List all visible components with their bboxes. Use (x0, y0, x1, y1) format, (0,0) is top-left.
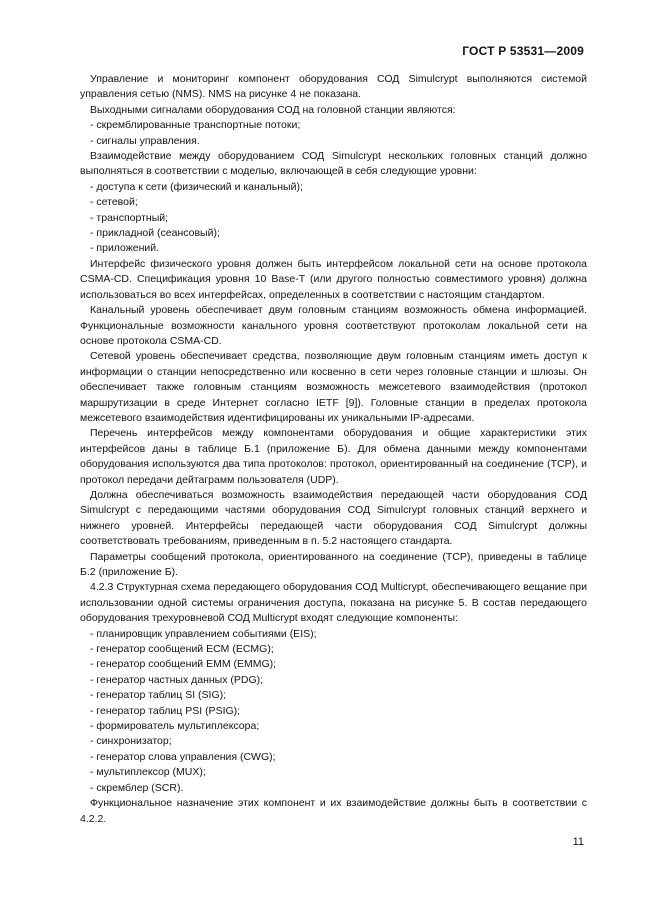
paragraph: Сетевой уровень обеспечивает средства, позволяющие двум головным станциям иметь доступ к информации о станции непосредственно или косвенно в сети через головные станции и шлюзы. Он обеспечивает также головным станциям возможность межсетевого взаимодействия (протокол маршрутизации в среде Интернет согласно IETF [9]). Головные станции в пределах протокола межсетевого взаимодействия идентифицированы их уникальными IP-адресами. (80, 350, 587, 424)
paragraph: Взаимодействие между оборудованием СОД Simulcrypt нескольких головных станций должно выполняться в соответствии с моделью, включающей в себя следующие уровни: (80, 150, 587, 178)
paragraph: Параметры сообщений протокола, ориентированного на соединение (TCP), приведены в таблице Б.2 (приложение Б). (80, 550, 587, 578)
list-item: - генератор таблиц PSI (PSIG); (90, 704, 241, 717)
list-item: - генератор сообщений EMM (EMMG); (90, 658, 277, 671)
list-item: - скремблированные транспортные потоки; (90, 119, 301, 132)
list-item: - сетевой; (90, 196, 138, 209)
list-item: - транспортный; (90, 211, 169, 224)
list-item: - сигналы управления. (90, 134, 200, 147)
list-item: - прикладной (сеансовый); (90, 227, 220, 240)
paragraph: 4.2.3 Структурная схема передающего оборудования СОД Multicrypt, обеспечивающего вещание при использовании одной системы ограничения доступа, показана на рисунке 5. В состав передающего оборудования трехуровневой СОД Multicrypt входят следующие компоненты: (80, 581, 587, 625)
paragraph: Функциональное назначение этих компонент и их взаимодействие должны быть в соответствии с 4.2.2. (80, 797, 587, 825)
paragraph: Канальный уровень обеспечивает двум головным станциям возможность обмена информацией. Функциональные возможности канального уровня соответствуют протоколам локальной сети на основе протокола CSMA-CD. (80, 304, 587, 347)
list-item: - синхронизатор; (90, 735, 172, 748)
paragraph: Интерфейс физического уровня должен быть интерфейсом локальной сети на основе протокола CSMA-CD. Спецификация уровня 10 Base-T (или другого полностью совместимого уровня) должна использоваться во всех интерфейсах, определенных в соответствии с настоящим стандартом. (80, 257, 587, 301)
paragraph: Выходными сигналами оборудования СОД на головной станции являются: (90, 103, 456, 116)
list-item: - генератор частных данных (PDG); (90, 673, 264, 686)
list-item: - генератор таблиц SI (SIG); (90, 689, 227, 702)
paragraph: Управление и мониторинг компонент оборудования СОД Simulcrypt выполняются системой управления сетью (NMS). NMS на рисунке 4 не показана. (80, 73, 587, 101)
page-number: 11 (572, 836, 584, 848)
page-header-standard: ГОСТ Р 53531—2009 (462, 44, 584, 58)
list-item: - генератор слова управления (CWG); (90, 750, 276, 763)
list-item: - мультиплексор (MUX); (90, 766, 206, 779)
page-body (80, 72, 587, 827)
list-item: - скремблер (SCR). (90, 781, 184, 794)
list-item: - генератор сообщений ECM (ECMG); (90, 643, 274, 656)
paragraph: Должна обеспечиваться возможность взаимодействия передающей части оборудования СОД Simulcrypt с передающими частями оборудования СОД Simulcrypt головных станций верхнего и нижнего уровней. Интерфейсы передающей части оборудования СОД Simulcrypt должны соответствовать требованиям, приведенным в п. 5.2 настоящего стандарта. (80, 488, 587, 548)
list-item: - доступа к сети (физический и канальный); (90, 180, 303, 193)
list-item: - приложений. (90, 242, 160, 255)
list-item: - планировщик управлением событиями (EIS); (90, 627, 317, 640)
paragraph: Перечень интерфейсов между компонентами оборудования и общие характеристики этих интерфейсов даны в таблице Б.1 (приложение Б). Для обмена данными между компонентами оборудования используются два типа протоколов: протокол, ориентированный на соединение (TCP), и протокол передачи дейтаграмм пользователя (UDP). (80, 427, 587, 486)
list-item: - формирователь мультиплексора; (90, 720, 260, 733)
